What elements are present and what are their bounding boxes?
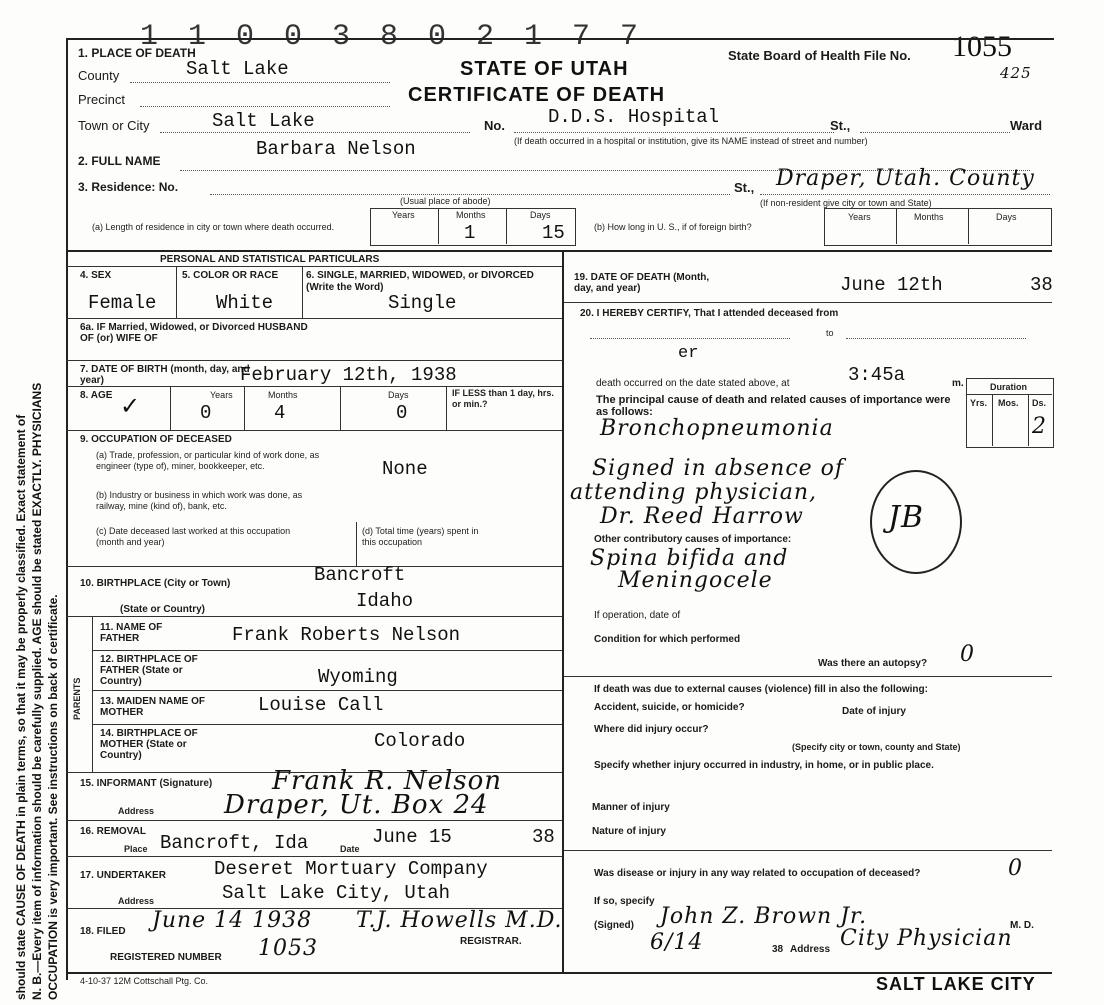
occupation-label: 9. OCCUPATION OF DECEASED bbox=[80, 434, 232, 445]
residence-st-label: St., bbox=[734, 180, 755, 195]
file-no-sub: 425 bbox=[1000, 64, 1032, 82]
town-label: Town or City bbox=[78, 118, 150, 133]
cause-value: Bronchopneumonia bbox=[600, 416, 834, 441]
m-label: m. bbox=[952, 378, 964, 389]
personal-header: PERSONAL AND STATISTICAL PARTICULARS bbox=[160, 254, 380, 265]
no-label: No. bbox=[484, 118, 505, 133]
filed-label: 18. FILED bbox=[80, 926, 126, 937]
foreign-years-label: Years bbox=[848, 212, 871, 222]
removal-date: June 15 bbox=[372, 826, 452, 848]
external-label: If death was due to external causes (violence) fill in also the following: bbox=[594, 684, 928, 695]
county-value: Salt Lake bbox=[186, 58, 289, 80]
marital-label: 6. SINGLE, MARRIED, WIDOWED, or DIVORCED (Write the Word) bbox=[306, 270, 534, 293]
file-no-label: State Board of Health File No. bbox=[728, 48, 911, 63]
removal-year: 38 bbox=[532, 826, 555, 848]
seen-value: er bbox=[678, 344, 699, 363]
age-label: 8. AGE bbox=[80, 390, 113, 401]
res-months-value: 1 bbox=[464, 222, 476, 244]
specify2-label: Specify whether injury occurred in industry, in home, or in public place. bbox=[594, 760, 934, 771]
occ-d-label: (d) Total time (years) spent in this occupation bbox=[362, 526, 479, 547]
death-time: 3:45a bbox=[848, 364, 906, 386]
printer-note: 4-10-37 12M Cottschall Ptg. Co. bbox=[80, 976, 209, 986]
res-months-label: Months bbox=[456, 210, 486, 220]
informant-address: Draper, Ut. Box 24 bbox=[224, 790, 489, 820]
duration-ds: 2 bbox=[1032, 414, 1047, 439]
registrar-label: REGISTRAR. bbox=[460, 936, 522, 947]
reg-number: 1053 bbox=[258, 936, 318, 961]
serial-number: 1 1 0 0 3 8 0 2 1 7 7 bbox=[140, 20, 645, 54]
injury-date-label: Date of injury bbox=[842, 706, 906, 717]
undertaker-address-label: Address bbox=[118, 896, 155, 906]
spouse-label: 6a. IF Married, Widowed, or Divorced HUSBAND OF (or) WIFE OF bbox=[80, 322, 308, 344]
occ-related-label: Was disease or injury in any way related to occupation of deceased? bbox=[594, 868, 921, 879]
filed-date: June 14 1938 bbox=[152, 908, 313, 933]
parents-label: PARENTS bbox=[72, 677, 82, 720]
age-days-value: 0 bbox=[396, 402, 408, 424]
dob-label: 7. DATE OF BIRTH (month, day, and year) bbox=[80, 364, 250, 386]
birthplace-state: Idaho bbox=[356, 590, 414, 612]
hospital-value: D.D.S. Hospital bbox=[548, 106, 720, 128]
to-label: to bbox=[826, 328, 834, 338]
margin-instruction-2: N. B.—Every item of information should be carefully supplied. AGE should be stated EXACTLY. PHYSICIANS bbox=[30, 382, 44, 1000]
nonresident-label: (If non-resident give city or town and State) bbox=[760, 198, 932, 208]
mother-label: 13. MAIDEN NAME OF MOTHER bbox=[100, 696, 206, 718]
death-time-label: death occurred on the date stated above, at bbox=[596, 378, 790, 389]
removal-place-label: Place bbox=[124, 844, 148, 854]
res-days-value: 15 bbox=[542, 222, 565, 244]
contributory-label: Other contributory causes of importance: bbox=[594, 534, 792, 545]
undertaker-address: Salt Lake City, Utah bbox=[222, 882, 451, 904]
father-bp-value: Wyoming bbox=[318, 666, 398, 688]
color-value: White bbox=[216, 292, 274, 314]
informant-address-label: Address bbox=[118, 806, 155, 816]
town-value: Salt Lake bbox=[212, 110, 315, 132]
occ-related-value: 0 bbox=[1008, 856, 1023, 881]
sig-address: City Physician bbox=[840, 926, 1013, 951]
autopsy-value: 0 bbox=[960, 642, 975, 667]
ifso-label: If so, specify bbox=[594, 896, 655, 907]
foreign-months-label: Months bbox=[914, 212, 944, 222]
signed-label: (Signed) bbox=[594, 920, 634, 931]
removal-label: 16. REMOVAL bbox=[80, 826, 146, 837]
md-label: M. D. bbox=[1010, 920, 1034, 931]
birthplace-label: 10. BIRTHPLACE (City or Town) bbox=[80, 578, 231, 589]
residence-label: 3. Residence: No. bbox=[78, 180, 179, 194]
file-no: 1055 bbox=[952, 30, 1012, 63]
father-label: 11. NAME OF FATHER bbox=[100, 622, 163, 644]
occ-a-label: (a) Trade, profession, or particular kind of work done, as engineer (type of), miner, bookkeeper, etc. bbox=[96, 450, 320, 471]
contrib-2: Meningocele bbox=[618, 568, 773, 593]
birthplace-city: Bancroft bbox=[314, 564, 406, 586]
dod-year: 38 bbox=[1030, 274, 1053, 296]
dod-value: June 12th bbox=[840, 274, 943, 296]
informant-label: 15. INFORMANT (Signature) bbox=[80, 778, 213, 789]
occupation-value: None bbox=[382, 458, 428, 480]
certificate-title: CERTIFICATE OF DEATH bbox=[408, 84, 666, 106]
removal-date-label: Date bbox=[340, 844, 360, 854]
age-days-label: Days bbox=[388, 390, 409, 400]
age-years-value: 0 bbox=[200, 402, 212, 424]
informant-signature: Frank R. Nelson bbox=[272, 766, 503, 796]
certify-label: 20. I HEREBY CERTIFY, That I attended deceased from bbox=[580, 308, 839, 319]
sex-label: 4. SEX bbox=[80, 270, 112, 281]
ward-label: Ward bbox=[1010, 118, 1043, 133]
residence-value: Draper, Utah. County bbox=[776, 166, 1035, 191]
occ-b-label: (b) Industry or business in which work was done, as railway, mine (kind of), bank, etc. bbox=[96, 490, 303, 511]
res-years-label: Years bbox=[392, 210, 415, 220]
usual-abode-label: (Usual place of abode) bbox=[400, 196, 491, 206]
county-label: County bbox=[78, 68, 120, 83]
physician-signature: John Z. Brown Jr. bbox=[660, 904, 868, 929]
mos-label: Mos. bbox=[998, 398, 1019, 408]
manner-label: Manner of injury bbox=[592, 802, 670, 813]
mother-value: Louise Call bbox=[258, 694, 384, 716]
margin-instruction-1: should state CAUSE OF DEATH in plain terms, so that it may be properly classified. Exact statement of bbox=[14, 414, 28, 1000]
mother-bp-label: 14. BIRTHPLACE OF MOTHER (State or Country) bbox=[100, 728, 198, 761]
yrs-label: Yrs. bbox=[970, 398, 988, 408]
sig-year: 38 bbox=[772, 944, 784, 955]
birthplace-state-label: (State or Country) bbox=[120, 604, 205, 615]
undertaker-value: Deseret Mortuary Company bbox=[214, 858, 488, 880]
registrar-signature: T.J. Howells M.D. bbox=[356, 908, 563, 933]
margin-instruction-3: OCCUPATION is very important. See instructions on back of certificate. bbox=[46, 594, 60, 1000]
precinct-label: Precinct bbox=[78, 92, 125, 107]
marital-value: Single bbox=[388, 292, 457, 314]
removal-place: Bancroft, Ida bbox=[160, 832, 309, 854]
length-residence-label: (a) Length of residence in city or town where death occurred. bbox=[92, 222, 335, 232]
foreign-label: (b) How long in U. S., if of foreign birth? bbox=[594, 222, 752, 232]
full-name-label: 2. FULL NAME bbox=[78, 154, 161, 168]
footer-city: SALT LAKE CITY bbox=[876, 974, 1036, 994]
age-checkmark-icon: ✓ bbox=[120, 394, 141, 420]
dob-value: February 12th, 1938 bbox=[240, 364, 457, 386]
ds-label: Ds. bbox=[1032, 398, 1047, 408]
hospital-note: (If death occurred in a hospital or institution, give its NAME instead of street and number) bbox=[514, 136, 868, 146]
note-line-1: Signed in absence of bbox=[592, 456, 845, 481]
specify-label: (Specify city or town, county and State) bbox=[792, 742, 961, 752]
note-line-2: attending physician, bbox=[570, 480, 817, 505]
nature-label: Nature of injury bbox=[592, 826, 666, 837]
place-of-death-label: 1. PLACE OF DEATH bbox=[78, 46, 196, 60]
father-bp-label: 12. BIRTHPLACE OF FATHER (State or Country) bbox=[100, 654, 198, 687]
color-label: 5. COLOR OR RACE bbox=[182, 270, 279, 281]
foreign-days-label: Days bbox=[996, 212, 1017, 222]
undertaker-label: 17. UNDERTAKER bbox=[80, 870, 166, 881]
age-years-label: Years bbox=[210, 390, 233, 400]
where-label: Where did injury occur? bbox=[594, 724, 709, 735]
occ-c-label: (c) Date deceased last worked at this occupation (month and year) bbox=[96, 526, 291, 547]
sex-value: Female bbox=[88, 292, 157, 314]
state-title: STATE OF UTAH bbox=[460, 58, 629, 80]
autopsy-label: Was there an autopsy? bbox=[818, 658, 928, 669]
cause-label: The principal cause of death and related causes of importance were as follows: bbox=[596, 394, 951, 418]
note-line-3: Dr. Reed Harrow bbox=[600, 504, 804, 529]
street-label: St., bbox=[830, 118, 851, 133]
condition-label: Condition for which performed bbox=[594, 634, 741, 645]
reg-number-label: REGISTERED NUMBER bbox=[110, 952, 222, 963]
full-name-value: Barbara Nelson bbox=[256, 138, 416, 160]
sig-address-label: Address bbox=[790, 944, 831, 955]
age-months-value: 4 bbox=[274, 402, 286, 424]
father-value: Frank Roberts Nelson bbox=[232, 624, 461, 646]
less-than-label: IF LESS than 1 day, hrs. or min.? bbox=[452, 388, 554, 409]
contrib-1: Spina bifida and bbox=[590, 546, 789, 571]
dod-label: 19. DATE OF DEATH (Month, day, and year) bbox=[574, 272, 710, 294]
age-months-label: Months bbox=[268, 390, 298, 400]
accident-label: Accident, suicide, or homicide? bbox=[594, 702, 745, 713]
res-days-label: Days bbox=[530, 210, 551, 220]
duration-label: Duration bbox=[990, 382, 1027, 392]
mother-bp-value: Colorado bbox=[374, 730, 466, 752]
sig-date: 6/14 bbox=[650, 930, 704, 955]
stamp-initials: JB bbox=[888, 500, 925, 535]
operation-label: If operation, date of bbox=[594, 610, 681, 621]
